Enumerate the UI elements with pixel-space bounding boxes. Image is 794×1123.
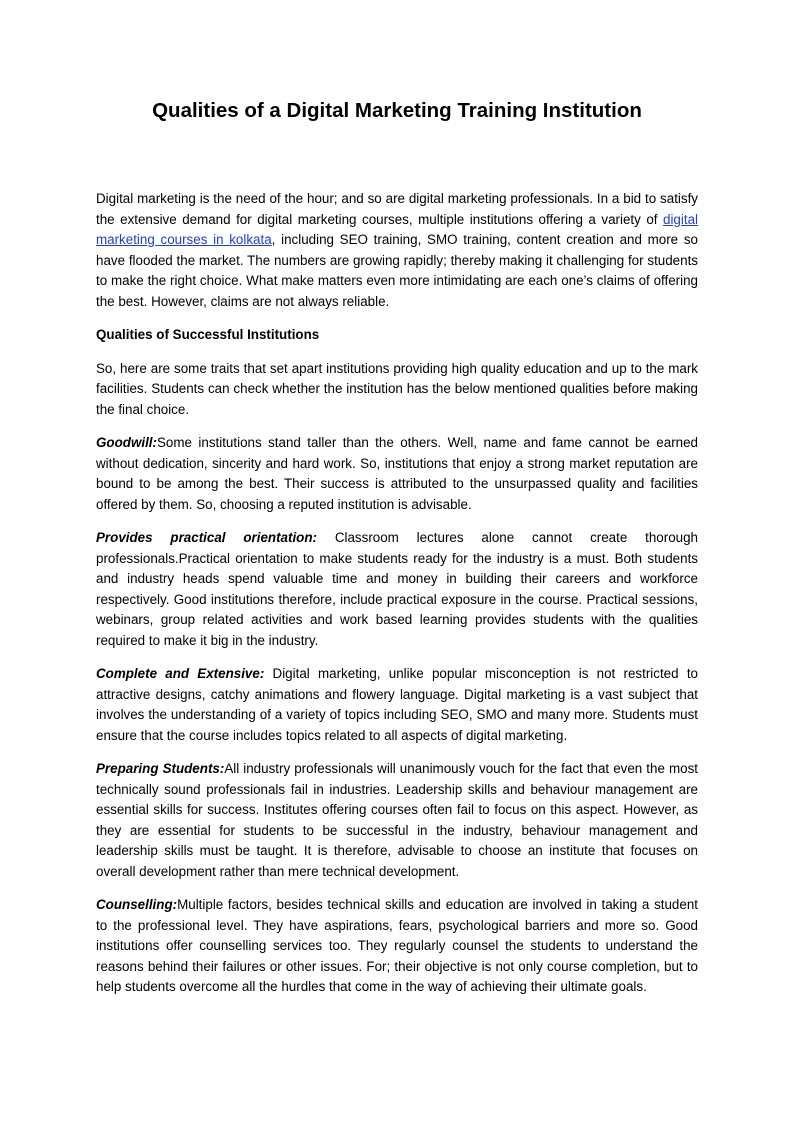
quality-lead: Complete and Extensive:	[96, 666, 265, 681]
quality-text: All industry professionals will unanimously vouch for the fact that even the most technically sound professionals fail in industries. Leadership skills and behaviour management are essential skills for success. Institutes offering courses often fail to focus on this aspect. However, as they are essential for students to be successful in the industry, behaviour management and leadership skills must be taught. It is therefore, advisable to choose an institute that focuses on overall development rather than mere technical development.	[96, 761, 698, 879]
quality-text: Some institutions stand taller than the others. Well, name and fame cannot be earned without dedication, sincerity and hard work. So, institutions that enjoy a strong market reputation are bound to be among the best. Their success is attributed to the unsurpassed quality and facilities offered by them. So, choosing a reputed institution is advisable.	[96, 435, 698, 512]
quality-complete-extensive	[96, 664, 698, 746]
quality-lead: Counselling:	[96, 897, 178, 912]
quality-counselling	[96, 895, 698, 998]
quality-text: Classroom lectures alone cannot create thorough professionals.Practical orientation to make students ready for the industry is a must. Both students and industry heads spend valuable time and money in building their careers and workforce respectively. Good institutions therefore, include practical exposure in the course. Practical sessions, webinars, group related activities and work based learning provides students with the qualities required to make it big in the industry.	[96, 530, 698, 648]
quality-preparing-students	[96, 759, 698, 882]
intro-text-after-link: , including SEO training, SMO training, content creation and more so have flooded the market. The numbers are growing rapidly; thereby making it challenging for students to make the right choice. What make matters even more intimidating are each one’s claims of offering the best. However, claims are not always reliable.	[96, 232, 698, 309]
quality-text: Digital marketing, unlike popular misconception is not restricted to attractive designs, catchy animations and flowery language. Digital marketing is a vast subject that involves the understanding of a variety of topics including SEO, SMO and many more. Students must ensure that the course includes topics related to all aspects of digital marketing.	[96, 666, 698, 743]
quality-lead: Goodwill:	[96, 435, 157, 450]
courses-link[interactable]: digital marketing courses in kolkata	[96, 211, 698, 247]
section-intro-paragraph: So, here are some traits that set apart institutions providing high quality education and up to the mark facilities. Students can check whether the institution has the below mentioned qualities before making the final choice.	[96, 360, 698, 417]
section-heading: Qualities of Successful Institutions	[96, 327, 320, 342]
quality-goodwill	[96, 433, 698, 515]
intro-paragraph	[96, 189, 698, 312]
quality-lead: Provides practical orientation:	[96, 530, 317, 545]
page-title: Qualities of a Digital Marketing Training Institution	[152, 99, 642, 122]
quality-text: Multiple factors, besides technical skills and education are involved in taking a student to the professional level. They have aspirations, fears, psychological barriers and more so. Good institutions offer counselling services too. They regularly counsel the students to understand the reasons behind their failures or other issues. For; their objective is not only course completion, but to help students overcome all the hurdles that come in the way of achieving their ultimate goals.	[96, 897, 698, 994]
quality-practical-orientation	[96, 528, 698, 651]
intro-text-before-link: Digital marketing is the need of the hour; and so are digital marketing professionals. In a bid to satisfy the extensive demand for digital marketing courses, multiple institutions offering a variety of	[96, 191, 698, 227]
document-body	[96, 189, 698, 1011]
quality-lead: Preparing Students:	[96, 761, 225, 776]
